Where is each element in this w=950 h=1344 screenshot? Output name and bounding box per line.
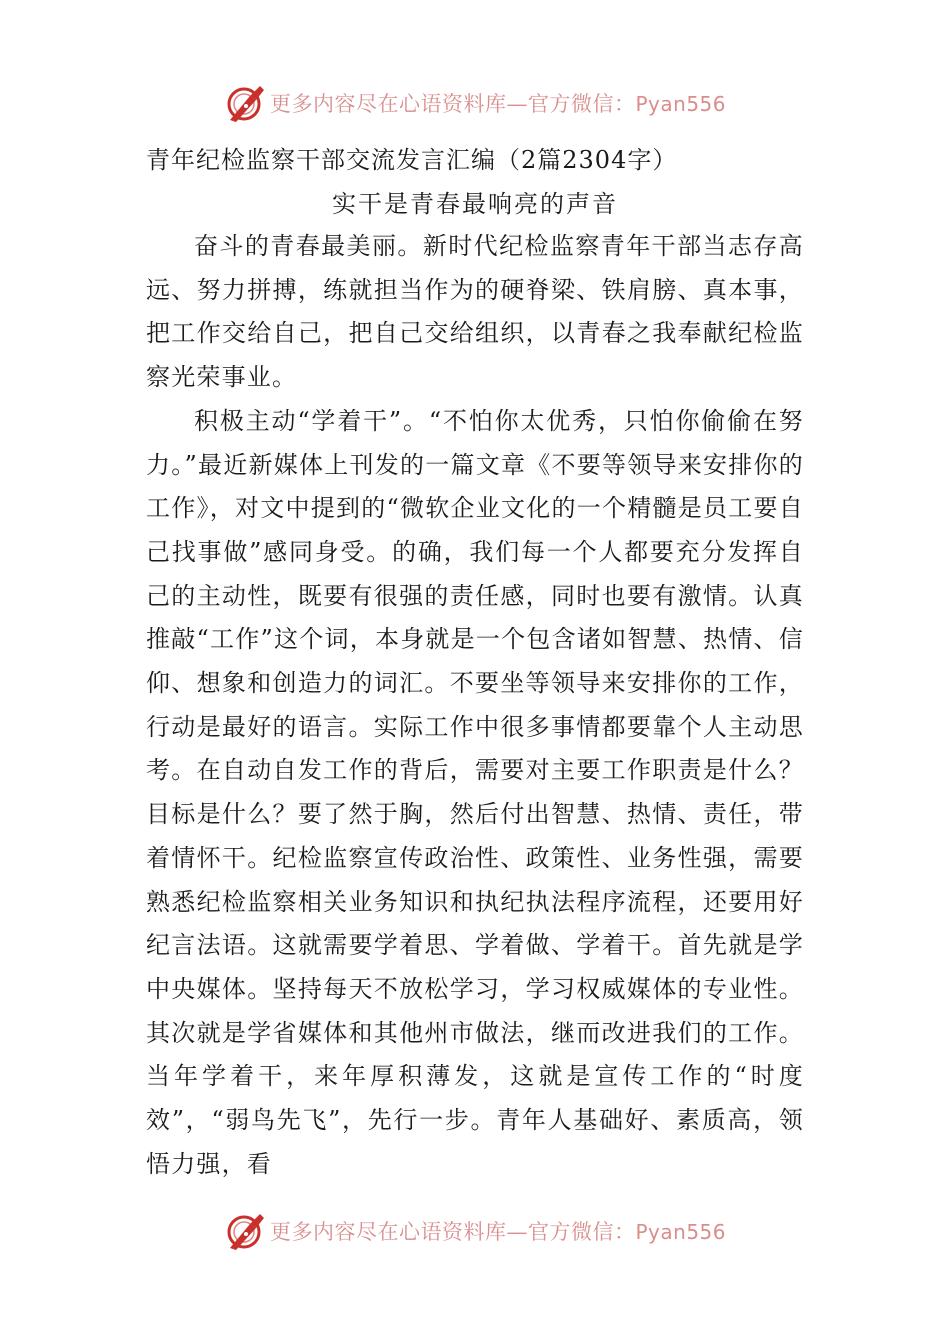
footer-wechat-id: Pyan556 (635, 1220, 726, 1244)
footer-banner-content (224, 1210, 726, 1252)
footer-banner-text: 更多内容尽在心语资料库—官方微信：Pyan556 (269, 1220, 726, 1244)
document-title: 青年纪检监察干部交流发言汇编（2篇2304字） (146, 146, 678, 174)
footer-banner (0, 1208, 950, 1254)
paragraph-2: 积极主动“学着干”。“不怕你太优秀，只怕你偷偷在努力。”最近新媒体上刊发的一篇文章《不要等领导来安排你的工作》，对文中提到的“微软企业文化的一个精髓是员工要自己找事做”感同身受。的确，我们每一个人都要充分发挥自己的主动性，既要有很强的责任感，同时也要有激情。认真推敲“工作”这个词，本身就是一个包含诸如智慧、热情、信仰、想象和创造力的词汇。不要坐等领导来安排你的工作，行动是最好的语言。实际工作中很多事情都要靠个人主动思考。在自动自发工作的背后，需要对主要工作职责是什么？目标是什么？要了然于胸，然后付出智慧、热情、责任，带着情怀干。纪检监察宣传政治性、政策性、业务性强，需要熟悉纪检监察相关业务知识和执纪执法程序流程，还要用好纪言法语。这就需要学着思、学着做、学着干。首先就是学中央媒体。坚持每天不放松学习，学习权威媒体的专业性。其次就是学省媒体和其他州市做法，继而改进我们的工作。当年学着干，来年厚积薄发，这就是宣传工作的“时度效”，“弱鸟先飞”，先行一步。青年人基础好、素质高，领悟力强，看 (146, 406, 804, 1178)
pen-nib-circle-icon (224, 1210, 266, 1252)
header-banner-text: 更多内容尽在心语资料库—官方微信：Pyan556 (269, 92, 726, 116)
header-wechat-id: Pyan556 (635, 92, 726, 116)
paragraph-1: 奋斗的青春最美丽。新时代纪检监察青年干部当志存高远、努力拼搏，练就担当作为的硬脊梁、铁肩膀、真本事，把工作交给自己，把自己交给组织，以青春之我奉献纪检监察光荣事业。 (146, 232, 804, 392)
pen-nib-circle-icon (224, 82, 266, 124)
header-banner (0, 80, 950, 126)
header-banner-content (224, 82, 726, 124)
document-subtitle: 实干是青春最响亮的声音 (332, 190, 618, 218)
document-body (146, 225, 804, 1186)
